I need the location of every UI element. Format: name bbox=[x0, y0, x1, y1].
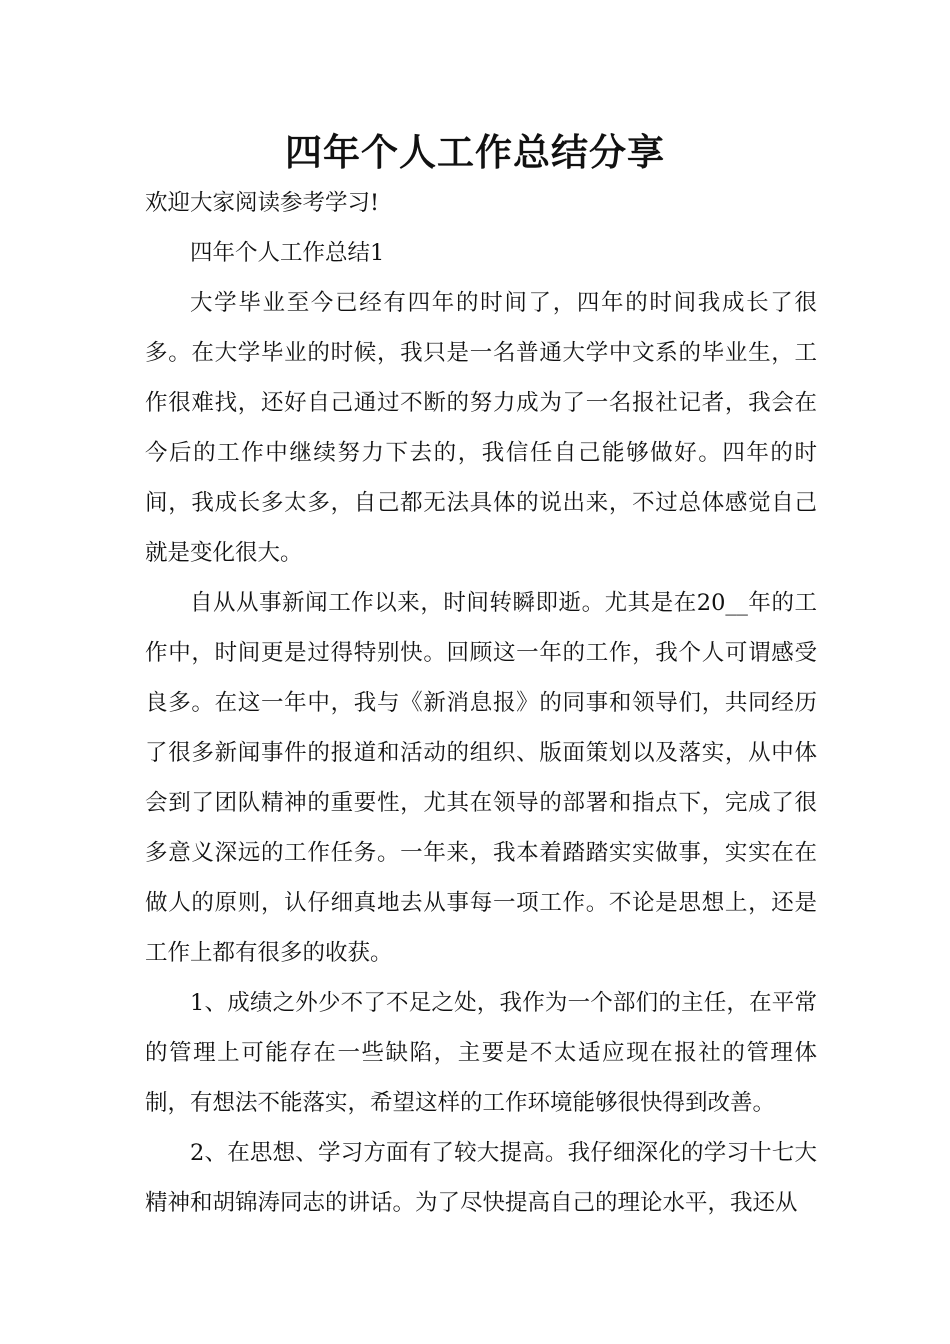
intro-line: 欢迎大家阅读参考学习! bbox=[145, 190, 380, 216]
paragraph-4: 2、在思想、学习方面有了较大提高。我仔细深化的学习十七大精神和胡锦涛同志的讲话。为了尽快提高自己的理论水平，我还从 bbox=[145, 1140, 817, 1216]
paragraph-1: 大学毕业至今已经有四年的时间了，四年的时间我成长了很多。在大学毕业的时候，我只是一名普通大学中文系的毕业生，工作很难找，还好自己通过不断的努力成为了一名报社记者，我会在今后的工作中继续努力下去的，我信任自己能够做好。四年的时间，我成长多太多，自己都无法具体的说出来，不过总体感觉自己就是变化很大。 bbox=[145, 290, 817, 566]
paragraph-2: 自从从事新闻工作以来，时间转瞬即逝。尤其是在20__年的工作中，时间更是过得特别快。回顾这一年的工作，我个人可谓感受良多。在这一年中，我与《新消息报》的同事和领导们，共同经历了很多新闻事件的报道和活动的组织、版面策划以及落实，从中体会到了团队精神的重要性，尤其在领导的部署和指点下，完成了很多意义深远的工作任务。一年来，我本着踏踏实实做事，实实在在做人的原则，认仔细真地去从事每一项工作。不论是思想上，还是工作上都有很多的收获。 bbox=[145, 590, 817, 966]
section-heading: 四年个人工作总结1 bbox=[190, 240, 385, 266]
document-title: 四年个人工作总结分享 bbox=[285, 130, 665, 174]
paragraph-3: 1、成绩之外少不了不足之处，我作为一个部们的主任，在平常的管理上可能存在一些缺陷，主要是不太适应现在报社的管理体制，有想法不能落实，希望这样的工作环境能够很快得到改善。 bbox=[145, 990, 817, 1116]
